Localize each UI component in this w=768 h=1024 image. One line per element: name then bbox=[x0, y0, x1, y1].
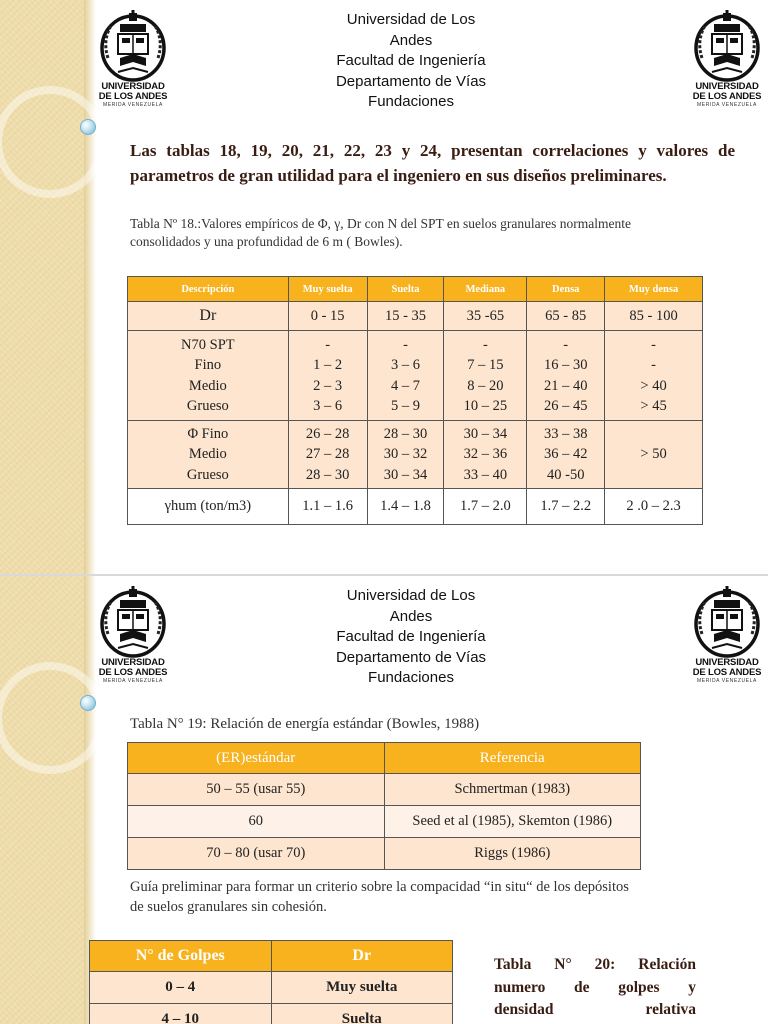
slide-header bbox=[290, 586, 532, 689]
cell-line: 5 – 9 bbox=[390, 398, 420, 414]
column-header: N° de Golpes bbox=[90, 941, 272, 972]
row-label: γhum (ton/m3) bbox=[128, 489, 289, 525]
cell-line: Φ Fino bbox=[187, 425, 229, 442]
table-header-row bbox=[128, 743, 641, 774]
cell-line: 40 -50 bbox=[546, 466, 585, 483]
decorative-bead bbox=[80, 119, 96, 135]
table-cell: 35 -65 bbox=[444, 302, 527, 331]
column-header: Muy suelta bbox=[288, 277, 367, 302]
table-cell: 1.7 – 2.0 bbox=[444, 489, 527, 525]
column-header: Densa bbox=[527, 277, 605, 302]
cell-line: N70 SPT bbox=[181, 336, 235, 353]
logo-location: MERIDA VENEZUELA bbox=[697, 678, 757, 684]
table-20 bbox=[89, 940, 453, 1024]
table-cell: 65 - 85 bbox=[527, 302, 605, 331]
cell-line: 33 – 40 bbox=[463, 466, 508, 483]
caption-line: densidad relativa bbox=[494, 1001, 696, 1018]
table-cell: 70 – 80 (usar 70) bbox=[128, 838, 385, 870]
table-cell: Muy suelta bbox=[271, 972, 453, 1004]
table-cell: 4 – 10 bbox=[90, 1004, 272, 1024]
header-line: Facultad de Ingeniería bbox=[336, 52, 486, 69]
header-line: Fundaciones bbox=[368, 93, 454, 110]
cell-line: 3 – 6 bbox=[390, 357, 420, 373]
table-row bbox=[128, 774, 641, 806]
table20-caption bbox=[494, 954, 696, 1022]
table-cell: 85 - 100 bbox=[605, 302, 703, 331]
table-cell: 0 - 15 bbox=[288, 302, 367, 331]
table18-caption bbox=[130, 215, 740, 251]
column-header: Dr bbox=[271, 941, 453, 972]
logo-name-line1: UNIVERSIDAD bbox=[101, 81, 165, 92]
table-cell: 1.7 – 2.2 bbox=[527, 489, 605, 525]
cell-line: 4 – 7 bbox=[390, 377, 420, 394]
cell-line: Fino bbox=[194, 357, 222, 373]
row-label bbox=[128, 331, 289, 421]
header-line: Facultad de Ingeniería bbox=[336, 628, 486, 645]
table-cell bbox=[444, 421, 527, 489]
table-cell: 2 .0 – 2.3 bbox=[605, 489, 703, 525]
cell-line: 10 – 25 bbox=[463, 398, 508, 414]
caption-line: Tabla N° 20: Relación bbox=[494, 956, 696, 973]
table-cell: > 50 bbox=[605, 421, 703, 489]
caption-line: numero de golpes y bbox=[494, 978, 696, 996]
cell-line: 21 – 40 bbox=[543, 377, 588, 394]
decorative-strip-edge bbox=[84, 0, 96, 574]
table-cell bbox=[444, 331, 527, 421]
table-row bbox=[128, 838, 641, 870]
header-line: Andes bbox=[389, 607, 433, 625]
university-logo-right bbox=[690, 586, 764, 690]
row-label bbox=[128, 421, 289, 489]
table-header-row bbox=[90, 941, 453, 972]
logo-name-line2: DE LOS ANDES bbox=[692, 91, 762, 102]
header-line: Fundaciones bbox=[368, 669, 454, 686]
cell-line: - bbox=[403, 336, 408, 353]
cell-line: 30 – 32 bbox=[383, 446, 428, 463]
caption-line: consolidados y una profundidad de 6 m ( Bowles). bbox=[130, 234, 403, 249]
cell-line: - bbox=[651, 357, 656, 373]
table19-caption: Tabla N° 19: Relación de energía estándar (Bowles, 1988) bbox=[130, 716, 480, 732]
table-cell: 15 - 35 bbox=[367, 302, 444, 331]
table-cell bbox=[367, 331, 444, 421]
logo-name-line2: DE LOS ANDES bbox=[98, 667, 168, 678]
table-18 bbox=[127, 276, 703, 525]
header-line: Universidad de Los bbox=[346, 587, 476, 604]
table-row bbox=[90, 972, 453, 1004]
table-cell bbox=[288, 331, 367, 421]
guide-line: Guía preliminar para formar un criterio sobre la compacidad “in situ“ de los depósitos bbox=[130, 879, 629, 895]
intro-paragraph: Las tablas 18, 19, 20, 21, 22, 23 y 24, presentan correlaciones y valores de parametros de gran utilidad para el ingeniero en sus diseños preliminares. bbox=[130, 141, 735, 185]
slide-header bbox=[290, 10, 532, 113]
table-cell bbox=[605, 331, 703, 421]
column-header: Mediana bbox=[444, 277, 527, 302]
university-logo-left bbox=[96, 10, 170, 114]
table-cell: Riggs (1986) bbox=[384, 838, 641, 870]
table-cell bbox=[527, 331, 605, 421]
table-19 bbox=[127, 742, 641, 870]
logo-name-line2: DE LOS ANDES bbox=[98, 91, 168, 102]
header-line: Departamento de Vías bbox=[335, 72, 487, 90]
column-header: Referencia bbox=[384, 743, 641, 774]
cell-line: - bbox=[651, 336, 656, 353]
caption-line: Tabla Nº 18.:Valores empíricos de Φ, γ, Dr con N del SPT en suelos granulares normalmente bbox=[130, 216, 631, 231]
cell-line: 26 – 28 bbox=[305, 425, 350, 442]
header-line: Andes bbox=[389, 31, 433, 49]
table-cell: Seed et al (1985), Skemton (1986) bbox=[384, 806, 641, 838]
table-row-gamma bbox=[128, 489, 703, 525]
cell-line: 16 – 30 bbox=[543, 357, 588, 373]
cell-line: 32 – 36 bbox=[463, 446, 508, 463]
cell-line: - bbox=[482, 336, 488, 353]
logo-location: MERIDA VENEZUELA bbox=[697, 102, 757, 108]
column-header: Descripción bbox=[128, 277, 289, 302]
column-header: Suelta bbox=[367, 277, 444, 302]
table-row bbox=[128, 806, 641, 838]
logo-name-line1: UNIVERSIDAD bbox=[101, 657, 165, 668]
table-cell bbox=[288, 421, 367, 489]
column-header: (ER)estándar bbox=[128, 743, 385, 774]
university-logo-left bbox=[96, 586, 170, 690]
table-row-dr bbox=[128, 302, 703, 331]
header-line: Universidad de Los bbox=[346, 11, 476, 28]
cell-line: 36 – 42 bbox=[543, 446, 588, 463]
table-cell bbox=[367, 421, 444, 489]
decorative-bead bbox=[80, 695, 96, 711]
logo-location: MERIDA VENEZUELA bbox=[103, 678, 163, 684]
cell-line: 1 – 2 bbox=[313, 357, 343, 373]
guide-paragraph bbox=[130, 877, 740, 917]
cell-line: Grueso bbox=[186, 466, 229, 483]
cell-line: Grueso bbox=[186, 398, 229, 414]
table-cell: 0 – 4 bbox=[90, 972, 272, 1004]
cell-line: 2 – 3 bbox=[313, 377, 343, 394]
cell-line: 28 – 30 bbox=[305, 466, 350, 483]
table-row-phi bbox=[128, 421, 703, 489]
cell-line: 30 – 34 bbox=[463, 425, 508, 442]
cell-line: 26 – 45 bbox=[543, 398, 588, 414]
guide-line: de suelos granulares sin cohesión. bbox=[130, 899, 327, 915]
cell-line: 30 – 34 bbox=[383, 466, 428, 483]
column-header: Muy densa bbox=[605, 277, 703, 302]
cell-line: > 40 bbox=[640, 377, 667, 394]
cell-line: 8 – 20 bbox=[467, 377, 504, 394]
table-header-row bbox=[128, 277, 703, 302]
cell-line: Medio bbox=[188, 377, 227, 394]
logo-name-line2: DE LOS ANDES bbox=[692, 667, 762, 678]
row-label: Dr bbox=[128, 302, 289, 331]
cell-line: 7 – 15 bbox=[467, 357, 504, 373]
decorative-strip bbox=[0, 576, 84, 1024]
cell-line: 33 – 38 bbox=[543, 425, 588, 442]
header-line: Departamento de Vías bbox=[335, 648, 487, 666]
table-cell: Suelta bbox=[271, 1004, 453, 1024]
cell-line: - bbox=[325, 336, 331, 353]
table-cell bbox=[527, 421, 605, 489]
cell-line: 28 – 30 bbox=[383, 425, 428, 442]
cell-line: 3 – 6 bbox=[313, 398, 343, 414]
cell-line: - bbox=[563, 336, 569, 353]
cell-line: Medio bbox=[188, 446, 227, 463]
table-row bbox=[90, 1004, 453, 1024]
cell-line: > 45 bbox=[640, 398, 667, 414]
table-cell: 1.1 – 1.6 bbox=[288, 489, 367, 525]
cell-line: 27 – 28 bbox=[305, 446, 350, 463]
table-cell: 50 – 55 (usar 55) bbox=[128, 774, 385, 806]
logo-location: MERIDA VENEZUELA bbox=[103, 102, 163, 108]
table-cell: Schmertman (1983) bbox=[384, 774, 641, 806]
logo-name-line1: UNIVERSIDAD bbox=[695, 81, 759, 92]
logo-name-line1: UNIVERSIDAD bbox=[695, 657, 759, 668]
table-cell: 1.4 – 1.8 bbox=[367, 489, 444, 525]
table-row-spt bbox=[128, 331, 703, 421]
table-cell: 60 bbox=[128, 806, 385, 838]
university-logo-right bbox=[690, 10, 764, 114]
